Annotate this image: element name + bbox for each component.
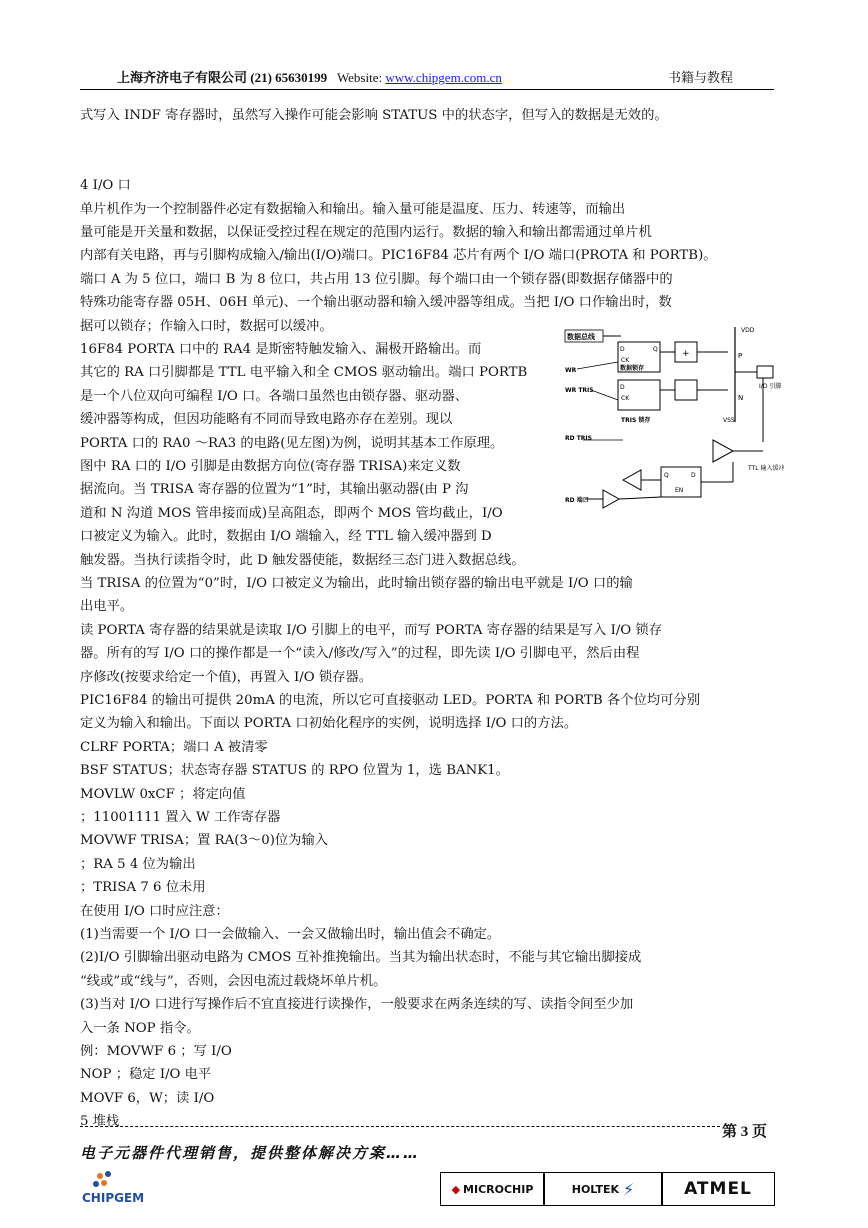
body-line: 例：MOVWF 6 ；写 I/O [80,1044,232,1059]
atmel-logo [661,1172,775,1206]
tris-latch-label: TRIS 锁存 [621,417,651,424]
body-line: 道和 N 沟道 MOS 管串接而成)呈高阻态，即两个 MOS 管均截止，I/O [80,505,503,521]
vss-label: VSS [723,417,735,424]
rd-tris-label: RD TRIS [565,435,592,442]
body-line: 出电平。 [80,599,134,615]
body-line: 在使用 I/O 口时应注意： [80,903,229,919]
body-line: ；RA 5 4 位为输出 [80,856,196,872]
footer-slogan: 电子元器件代理销售，提供整体解决方案…… [80,1144,421,1162]
microchip-logo: ◆ MICROCHIP [440,1172,545,1206]
body-line: 其它的 RA 口引脚都是 TTL 电平输入和全 CMOS 驱动输出。端口 PORTB [80,365,528,381]
body-line: 单片机作为一个控制器件必定有数据输入和输出。输入量可能是温度、压力、转速等，而输出 [80,201,626,217]
body-line: 内部有关电路，再与引脚构成输入/输出(I/O)端口。PIC16F84 芯片有两个 I/O 端口(PROTA 和 PORTB)。 [80,248,717,264]
porta-circuit-diagram [563,322,785,520]
body-line: 据流向。当 TRISA 寄存器的位置为“1”时，其输出驱动器(由 P 沟 [80,482,469,498]
page-number: 第 3 页 [722,1124,768,1140]
body-line: BSF STATUS；状态寄存器 STATUS 的 RPO 位置为 1，选 BANK1。 [80,763,509,779]
tris-ck-label: CK [621,395,630,402]
body-line: (2)I/O 引脚输出驱动电路为 CMOS 互补推挽输出。当其为输出状态时，不能与其它输出脚接成 [80,950,642,966]
body-line: 16F84 PORTA 口中的 RA4 是斯密特触发输入、漏极开路输出。而 [80,342,482,357]
body-line: 4 I/O 口 [80,178,131,194]
website-link[interactable]: www.chipgem.com.cn [385,70,502,85]
ff-q-label: Q [664,472,669,479]
body-line: 量可能是开关量和数据，以保证受控过程在规定的范围内运行。数据的输入和输出都需通过单片机 [80,225,652,240]
body-line: MOVLW 0xCF ；将定向值 [80,786,246,802]
holtek-text: HOLTEK [571,1182,620,1196]
body-line: PIC16F84 的输出可提供 20mA 的电流，所以它可直接驱动 LED。PORTA 和 PORTB 各个位均可分别 [80,693,701,708]
body-line: 序修改(按要求给定一个值)，再置入 I/O 锁存器。 [80,669,373,685]
body-line: PORTA 口的 RA0 ～RA3 的电路(见左图)为例，说明其基本工作原理。 [80,435,504,451]
latch-ck-label: CK [621,357,630,364]
body-line: CLRF PORTA；端口 A 被清零 [80,739,268,755]
wr-tris-label: WR TRIS [565,387,594,394]
ttl-buffer-label: TTL 输入缓冲 [748,465,785,472]
body-line: 缓冲器等构成，但因功能略有不同而导致电路亦存在差别。现以 [80,412,453,428]
header-section: 书籍与教程 [668,71,734,86]
body-line: 定义为输入和输出。下面以 PORTA 口初始化程序的实例，说明选择 I/O 口的方法。 [80,716,578,732]
body-line: 器。所有的写 I/O 口的操作都是一个“读入/修改/写入”的过程，即先读 I/O 引脚电平，然后由程 [80,646,640,662]
body-line: 端口 A 为 5 位口，端口 B 为 8 位口，共占用 13 位引脚。每个端口由一个锁存器(即数据存储器中的 [80,271,673,287]
body-line: NOP ；稳定 I/O 电平 [80,1067,212,1083]
body-line: 入一条 NOP 指令。 [80,1020,200,1036]
wr-label: WR [565,367,577,374]
chipgem-logo-text: CHIPGEM [82,1191,145,1205]
footer-divider [80,1126,720,1127]
body-line: (1)当需要一个 I/O 口一会做输入、一会又做输出时，输出值会不确定。 [80,927,501,942]
body-line: 是一个八位双向可编程 I/O 口。各端口虽然也由锁存器、驱动器、 [80,388,469,404]
body-line: MOVF 6，W；读 I/O [80,1090,215,1106]
data-latch-label: 数据锁存 [620,365,645,372]
body-line: MOVWF TRISA；置 RA(3～0)位为输入 [80,833,329,849]
body-line: ；11001111 置入 W 工作寄存器 [80,810,281,825]
microchip-text: MICROCHIP [463,1182,534,1196]
pmos-label: P [738,352,743,360]
svg-text:+: + [682,349,690,359]
header-divider [80,89,774,90]
body-line: 当 TRISA 的位置为“0”时，I/O 口被定义为输出，此时输出锁存器的输出电平就是 I/O 口的输 [80,576,633,591]
rd-port-label: RD 端口 [565,497,589,504]
header-contact [117,67,502,86]
latch-d-label: D [620,346,625,353]
phone-number: (21) 65630199 [250,70,328,85]
holtek-logo: HOLTEK ⚡ [543,1172,663,1206]
latch-q-label: Q [653,346,658,353]
body-line: 口被定义为输入。此时，数据由 I/O 端输入，经 TTL 输入缓冲器到 D [80,529,492,545]
body-line: 读 PORTA 寄存器的结果就是读取 I/O 引脚上的电平，而写 PORTA 寄存器的结果是写入 I/O 锁存 [80,622,663,638]
nmos-label: N [738,394,744,402]
website-label: Website: [336,70,383,85]
vdd-label: VDD [741,327,755,334]
body-line: 式写入 INDF 寄存器时，虽然写入操作可能会影响 STATUS 中的状态字，但写入的数据是无效的。 [80,108,668,123]
atmel-text: ATMEL [684,1179,752,1199]
body-line: “线或”或“线与”，否则，会因电流过载烧坏单片机。 [80,973,387,989]
body-line: 5 堆栈 [80,1114,120,1130]
body-line: 图中 RA 口的 I/O 引脚是由数据方向位(寄存器 TRISA)来定义数 [80,459,461,474]
ff-en-label: EN [675,487,684,494]
body-line: 触发器。当执行读指令时，此 D 触发器使能，数据经三态门进入数据总线。 [80,552,525,568]
company-name: 上海齐济电子有限公司 [117,70,248,85]
body-line: ；TRISA 7 6 位未用 [80,880,206,896]
body-line: 特殊功能寄存器 05H、06H 单元)、一个输出驱动器和输入缓冲器等组成。当把 I/O 口作输出时，数 [80,295,672,311]
body-line: 据可以锁存；作输入口时，数据可以缓冲。 [80,318,333,334]
body-line: (3)当对 I/O 口进行写操作后不宜直接进行读操作，一般要求在两条连续的写、读指令间至少加 [80,997,634,1013]
chipgem-logo [80,1168,170,1208]
tris-d-label: D [620,384,625,391]
data-bus-label: 数据总线 [567,333,595,341]
io-pin-label: I/O 引脚 [759,383,782,390]
ff-d-label: D [691,472,696,479]
